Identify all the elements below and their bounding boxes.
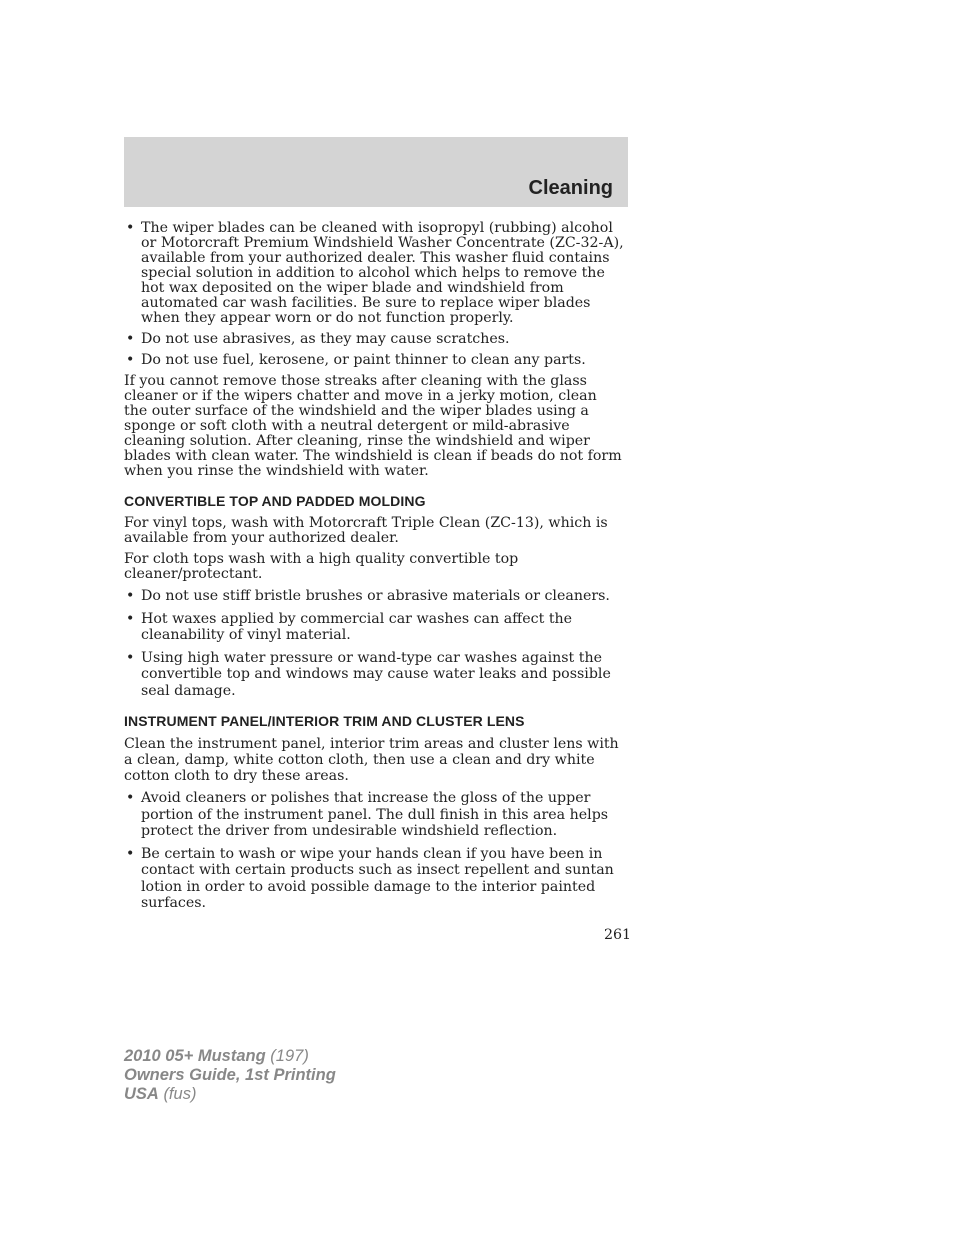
- footer-market: USA: [124, 1085, 159, 1103]
- vinyl-tops-paragraph: For vinyl tops, wash with Motorcraft Triple Clean (ZC-13), which is available from your authorized dealer.: [124, 515, 608, 546]
- list-item: • The wiper blades can be cleaned with isopropyl (rubbing) alcohol or Motorcraft Premium Windshield Washer Concentrate (ZC-32-A), available from your authorized dealer. This washer fluid contains special solution in addition to alcohol which helps to remove the hot wax deposited on the wiper blade and windshield from automated car wash facilities. Be sure to replace wiper blades when they appear worn or do not function properly.: [124, 221, 624, 326]
- section-title: Cleaning: [528, 177, 613, 199]
- list-item: • Do not use abrasives, as they may cause scratches.: [124, 332, 624, 347]
- wiper-bullet-list: [124, 221, 624, 368]
- footer-printing: Owners Guide, 1st Printing: [124, 1066, 336, 1084]
- footer-model: 2010 05+ Mustang: [124, 1047, 266, 1065]
- convertible-top-heading: CONVERTIBLE TOP AND PADDED MOLDING: [124, 493, 426, 509]
- cloth-tops-paragraph: For cloth tops wash with a high quality convertible top cleaner/protectant.: [124, 551, 519, 582]
- list-item: • Do not use fuel, kerosene, or paint thinner to clean any parts.: [124, 353, 624, 368]
- page-content: [124, 221, 624, 918]
- section-header-band: [124, 137, 628, 207]
- list-item: • Be certain to wash or wipe your hands clean if you have been in contact with certain products such as insect repellent and suntan lotion in order to avoid possible damage to the interior painted surfaces.: [124, 846, 624, 912]
- footer-line-model: [124, 1047, 336, 1066]
- instrument-panel-heading: INSTRUMENT PANEL/INTERIOR TRIM AND CLUSTER LENS: [124, 713, 525, 729]
- footer-line-printing: [124, 1066, 336, 1085]
- list-item: • Avoid cleaners or polishes that increase the gloss of the upper portion of the instrument panel. The dull finish in this area helps protect the driver from undesirable windshield reflection.: [124, 790, 624, 840]
- footer-market-code: (fus): [163, 1085, 197, 1103]
- instrument-panel-paragraph: Clean the instrument panel, interior trim areas and cluster lens with a clean, damp, white cotton cloth, then use a clean and dry white cotton cloth to dry these areas.: [124, 736, 619, 784]
- list-item: • Do not use stiff bristle brushes or abrasive materials or cleaners.: [124, 588, 624, 605]
- footer-line-market: [124, 1085, 336, 1104]
- instrument-bullet-list: [124, 790, 624, 912]
- document-footer: [124, 1047, 336, 1104]
- page-number: 261: [604, 927, 632, 943]
- windshield-paragraph: If you cannot remove those streaks after cleaning with the glass cleaner or if the wipers chatter and move in a jerky motion, clean the outer surface of the windshield and the wiper blades using a sponge or soft cloth with a neutral detergent or mild-abrasive cleaning solution. After cleaning, rinse the windshield and wiper blades with clean water. The windshield is clean if beads do not form when you rinse the windshield with water.: [124, 373, 622, 479]
- convertible-bullet-list: [124, 588, 624, 699]
- footer-model-code: (197): [270, 1047, 309, 1065]
- list-item: • Hot waxes applied by commercial car washes can affect the cleanability of vinyl material.: [124, 611, 624, 644]
- list-item: • Using high water pressure or wand-type car washes against the convertible top and windows may cause water leaks and possible seal damage.: [124, 650, 624, 700]
